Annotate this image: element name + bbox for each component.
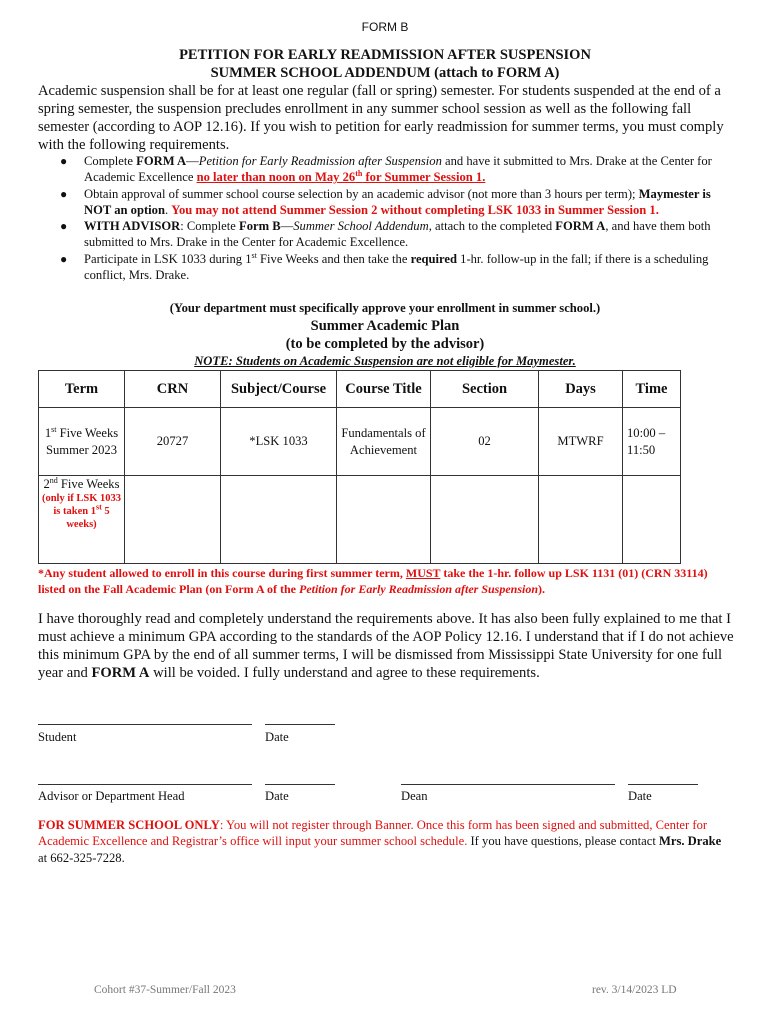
text: Complete (84, 154, 137, 168)
advisor-date-line[interactable] (265, 784, 335, 785)
term-cell (39, 408, 125, 476)
requirement-item (38, 218, 728, 251)
text: nd (49, 475, 58, 485)
text: th (355, 169, 363, 179)
header-course-title: Course Title (337, 371, 431, 408)
bullet-icon: ● (60, 251, 68, 266)
header-section: Section (431, 371, 539, 408)
bullet-icon: ● (60, 154, 68, 168)
warning-text: You may not attend Summer Session 2 without completing LSK 1033 in Summer Session 1. (171, 202, 659, 217)
subject-cell[interactable]: *LSK 1033 (221, 408, 337, 476)
text: Form B (239, 219, 281, 234)
time-cell[interactable] (623, 476, 681, 564)
text: : You will not register through Banner. Once this form has been signed and submitted, Center for Academic Excellence and Registrar’s office will input your summer school schedule. (38, 818, 708, 849)
course-title-cell[interactable] (337, 476, 431, 564)
header-crn: CRN (125, 371, 221, 408)
cohort-footer: Cohort #37-Summer/Fall 2023 (94, 984, 236, 996)
text: I have thoroughly read and completely understand the requirements above. It has also been fully explained to me that I must achieve a minimum GPA according to the standards of the AOP Policy 12.16. I understand that if I do not achieve this minimum GPA by the end of all summer terms, I will be dismissed from Mississippi State University for one full year and (38, 611, 734, 681)
text: ). (538, 582, 546, 597)
text: Maymester is NOT an option (84, 186, 711, 217)
term-label (39, 476, 124, 492)
summer-school-only-note (38, 817, 728, 866)
header-time: Time (623, 371, 681, 408)
text: Petition for Early Readmission after Suspension (198, 154, 442, 168)
section-cell[interactable]: 02 (431, 408, 539, 476)
text: Mrs. Drake (659, 834, 722, 849)
text: FORM A (555, 219, 606, 234)
text: Five Weeks and then take the (256, 251, 411, 266)
advisor-label: Advisor or Department Head (38, 789, 185, 803)
header-days: Days (539, 371, 623, 408)
days-cell[interactable]: MTWRF (539, 408, 623, 476)
text: 1-hr. follow-up in the fall; if there is a scheduling conflict, Mrs. Drake. (84, 251, 709, 283)
text: no later than noon on May 26 (196, 170, 356, 185)
text: FORM A (136, 154, 187, 168)
section-cell[interactable] (431, 476, 539, 564)
student-label: Student (38, 730, 77, 744)
date-label: Date (265, 789, 289, 803)
revision-footer: rev. 3/14/2023 LD (592, 984, 677, 996)
student-signature-line[interactable] (38, 724, 252, 725)
plan-title: Summer Academic Plan (310, 318, 460, 334)
days-cell[interactable] (539, 476, 623, 564)
agreement-paragraph (38, 610, 738, 682)
text: *Any student allowed to enroll in this course during first summer term, (38, 566, 406, 580)
date-label: Date (265, 730, 289, 744)
followup-requirement-note (38, 565, 728, 598)
dean-label: Dean (401, 789, 428, 803)
term-condition-note (39, 492, 124, 531)
student-date-line[interactable] (265, 724, 335, 725)
text: st (95, 502, 102, 512)
text: 1 (44, 426, 52, 441)
text: Five Weeks (57, 477, 120, 491)
text: — (186, 154, 199, 168)
header-subject: Subject/Course (221, 371, 337, 408)
deadline-text (197, 170, 486, 184)
maymester-note: NOTE: Students on Academic Suspension are not eligible for Maymester. (194, 354, 576, 368)
intro-paragraph: Academic suspension shall be for at least one regular (fall or spring) semester. For students suspended at the end of a spring semester, the suspension precludes enrollment in any summer school session as well as the following fall semester (according to AOP 12.16). If you wish to petition for early readmission for summer terms, you must comply with the following requirements. (38, 83, 724, 153)
text: and have it submitted to Mrs. Drake at the Center for Academic Excellence (84, 154, 712, 185)
form-label: FORM B (361, 20, 409, 34)
text: st (251, 250, 257, 260)
header-term: Term (39, 371, 125, 408)
crn-cell[interactable]: 20727 (125, 408, 221, 476)
page-subtitle: SUMMER SCHOOL ADDENDUM (attach to FORM A) (210, 65, 560, 81)
department-note: (Your department must specifically approve your enrollment in summer school.) (169, 301, 601, 315)
text: WITH ADVISOR (84, 219, 181, 234)
course-title-cell[interactable]: Fundamentals of Achievement (337, 408, 431, 476)
text: Obtain approval of summer school course selection by an academic advisor (not more than 3 hours per term); (84, 186, 639, 201)
table-row (39, 408, 681, 476)
text: required (410, 251, 457, 266)
date-label: Date (628, 789, 652, 803)
plan-subtitle: (to be completed by the advisor) (285, 336, 485, 352)
advisor-signature-line[interactable] (38, 784, 252, 785)
text: If you have questions, please contact (467, 834, 659, 849)
page-title: PETITION FOR EARLY READMISSION AFTER SUSPENSION (179, 47, 591, 63)
text: , and have them both submitted to Mrs. Drake in the Center for Academic Excellence. (84, 219, 711, 250)
text: at 662-325-7228. (38, 850, 125, 865)
text: MUST (405, 566, 441, 580)
text: , attach to the completed (428, 219, 556, 234)
subject-cell[interactable] (221, 476, 337, 564)
requirement-item (38, 186, 728, 219)
text: FOR SUMMER SCHOOL ONLY (38, 818, 220, 832)
text: will be voided. I fully understand and agree to these requirements. (149, 665, 540, 681)
text: Participate in LSK 1033 during 1 (84, 251, 252, 266)
text: FORM A (91, 665, 150, 681)
dean-signature-line[interactable] (401, 784, 615, 785)
text: . (164, 202, 172, 217)
table-row (39, 476, 681, 564)
requirement-item (38, 153, 728, 186)
bullet-icon: ● (60, 186, 68, 201)
text: st (51, 425, 57, 435)
dean-date-line[interactable] (628, 784, 698, 785)
bullet-icon: ● (60, 219, 68, 234)
time-cell[interactable]: 10:00 – 11:50 (623, 408, 681, 476)
text: 2 (43, 477, 50, 491)
text: 5 weeks) (66, 506, 110, 531)
text: — (280, 219, 294, 234)
requirement-item (38, 251, 728, 284)
summer-plan-table (38, 370, 681, 564)
term-cell (39, 476, 125, 564)
text: : Complete (180, 219, 239, 234)
text: (only if LSK 1033 is taken 1 (41, 493, 122, 518)
text: take the 1-hr. follow up LSK 1131 (01) (CRN 33114) listed on the Fall Academic Plan (on Form A of the (38, 566, 708, 597)
text: for Summer Session 1. (362, 170, 486, 185)
requirements-list (38, 153, 728, 283)
table-header-row (39, 371, 681, 408)
text: Summer School Addendum (293, 219, 429, 234)
crn-cell[interactable] (125, 476, 221, 564)
text: Five Weeks Summer 2023 (45, 426, 119, 457)
text: Petition for Early Readmission after Suspension (298, 582, 539, 597)
